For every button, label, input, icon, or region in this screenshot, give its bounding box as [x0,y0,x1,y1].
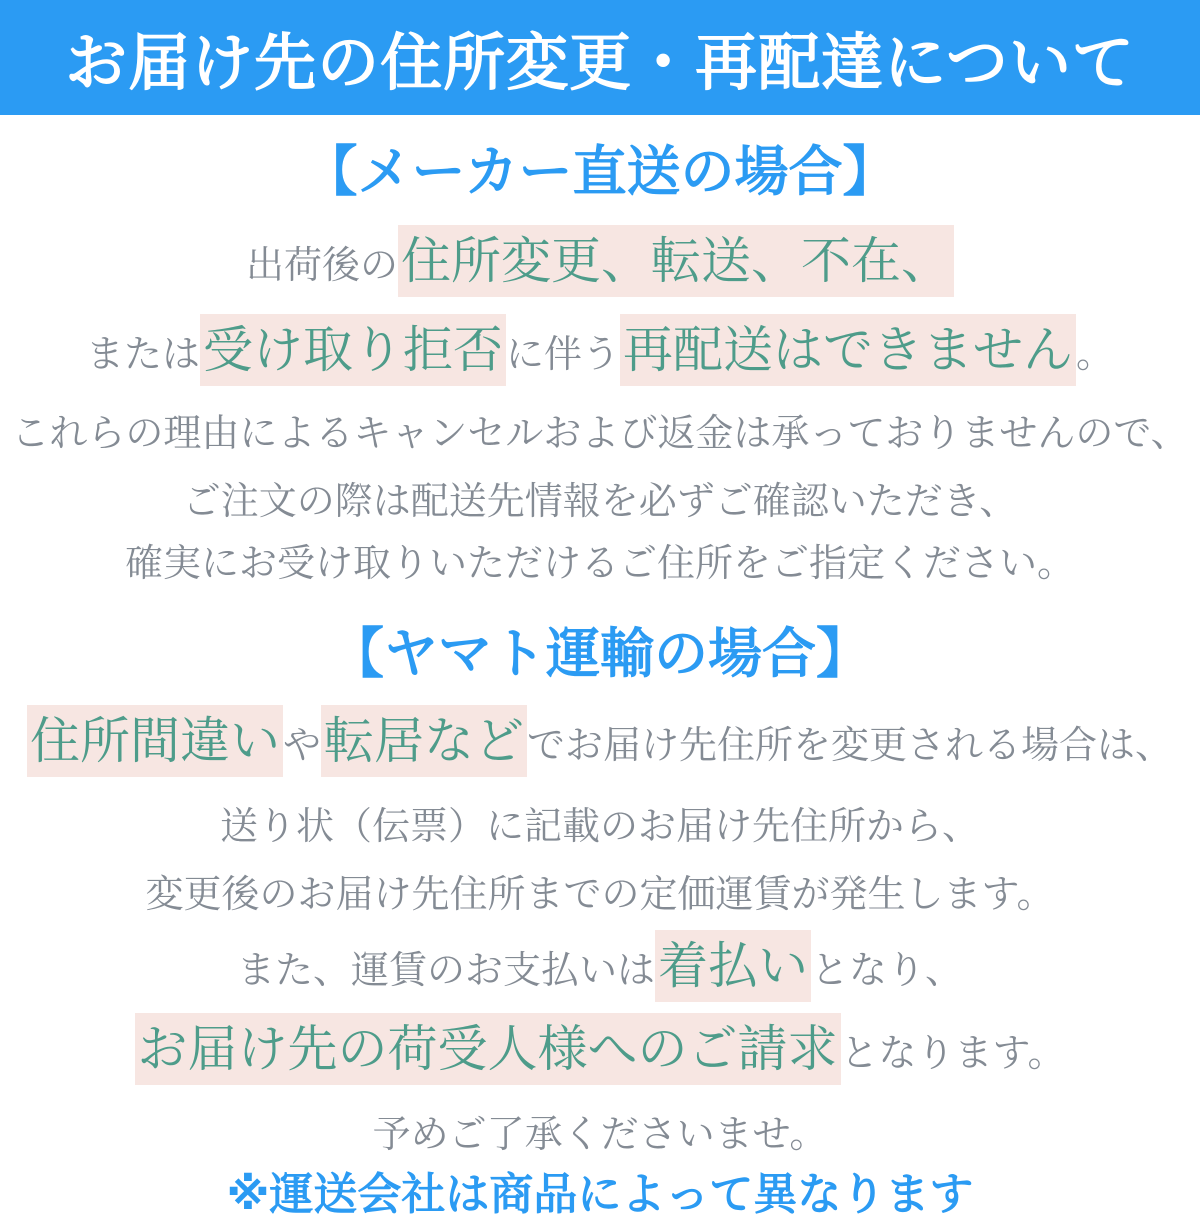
highlighted-text-segment: 住所間違い [27,705,283,777]
highlighted-text-segment: 再配送はできません [620,314,1076,386]
text-segment: 予めご了承くださいませ。 [372,1114,828,1156]
text-segment: や [282,725,321,767]
highlighted-text-segment: お届け先の荷受人様へのご請求 [135,1013,841,1085]
line-specify-receivable-address [0,537,1200,591]
line-after-shipping-changes [0,229,1200,298]
text-segment: 確実にお受け取りいただけるご住所をご指定ください。 [124,543,1075,585]
section-title-yamato: 【ヤマト運輸の場合】 [330,624,870,684]
line-from-invoice-address [0,800,1200,854]
text-segment: となります。 [840,1033,1066,1075]
footnote-carrier-varies: ※運送会社は商品によって異なります [226,1170,974,1219]
text-segment: 出荷後の [245,245,398,287]
text-segment: これらの理由によるキャンセルおよび返金は承っておりませんので、 [11,413,1189,455]
notice-body [0,139,1200,1220]
highlighted-text-segment: 住所変更、転送、不在、 [398,225,954,297]
text-segment: でお届け先住所を変更される場合は、 [527,725,1174,767]
text-segment: に伴う [505,334,620,376]
header-banner [0,0,1200,115]
highlighted-text-segment: 着払い [655,930,811,1002]
text-segment: となり、 [811,950,964,992]
line-wrong-address-moving [0,709,1200,778]
line-cash-on-delivery [0,934,1200,1003]
text-segment: また、運賃のお支払いは [236,950,655,992]
line-billed-to-recipient [0,1017,1200,1086]
line-refusal-no-redelivery [0,318,1200,387]
text-segment: 送り状（伝票）に記載のお届け先住所から、 [219,806,980,848]
text-segment: ご注文の際は配送先情報を必ずご確認いただき、 [182,481,1018,523]
line-please-understand [0,1108,1200,1162]
text-segment: 。 [1076,334,1115,376]
highlighted-text-segment: 受け取り拒否 [200,314,506,386]
line-standard-freight-charge [0,868,1200,922]
highlighted-text-segment: 転居など [321,705,527,777]
page-title: お届け先の住所変更・再配達について [65,29,1135,98]
line-no-cancel-refund [0,407,1200,461]
line-confirm-address [0,475,1200,529]
text-segment: または [85,334,200,376]
section-title-maker-direct: 【メーカー直送の場合】 [303,142,897,202]
text-segment: 変更後のお届け先住所までの定価運賃が発生します。 [145,874,1055,916]
